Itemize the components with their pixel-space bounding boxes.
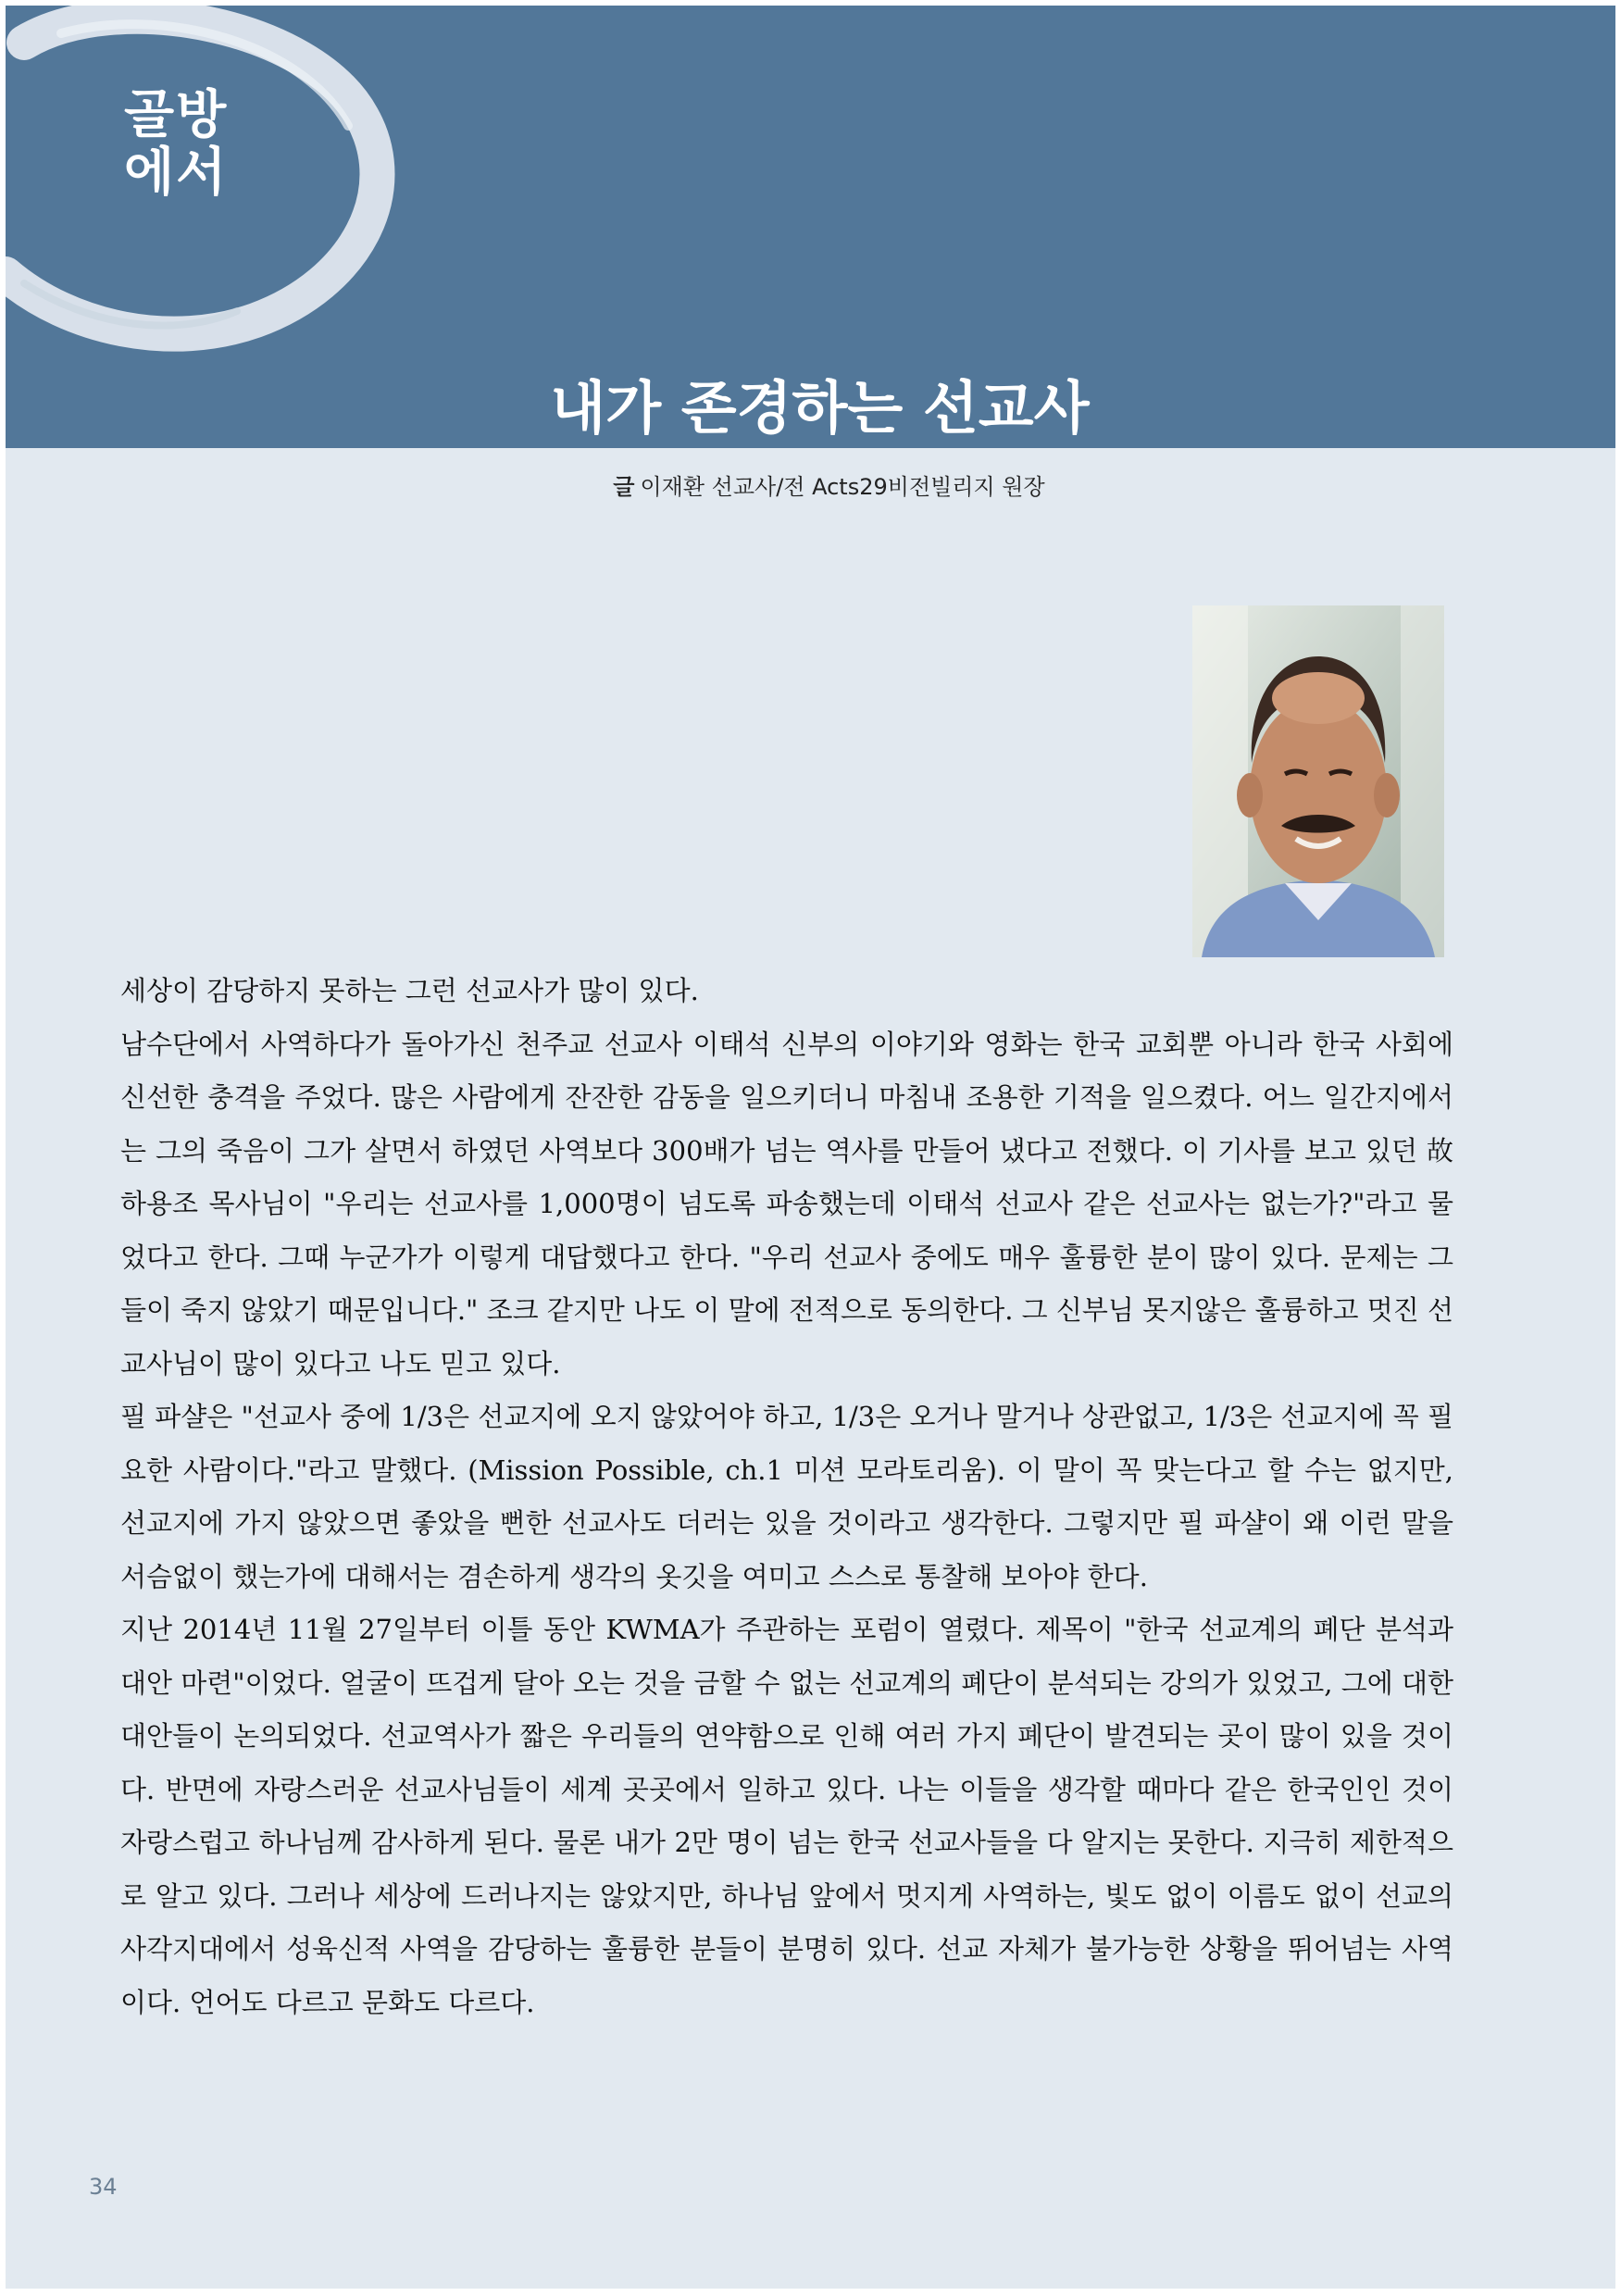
- article-title: 내가 존경하는 선교사: [550, 374, 1090, 442]
- page-number: 34: [89, 2174, 118, 2200]
- page: [6, 6, 1615, 2289]
- byline: [6, 468, 1615, 501]
- section-label: [124, 87, 228, 202]
- byline-label: 글: [613, 474, 635, 500]
- paragraph-3: 필 파샬은 "선교사 중에 1/3은 선교지에 오지 않았어야 하고, 1/3은 오거나 말거나 상관없고, 1/3은 선교지에 꼭 필요한 사람이다."라고 말했다. (Mission Possible, ch.1 미션 모라토리움). 이 말이 꼭 맞는다고 할 수는 없지만, 선교지에 가지 않았으면 좋았을 뻔한 선교사도 더러는 있을 것이라고 생각한다. 그렇지만 필 파샬이 왜 이런 말을 서슴없이 했는가에 대해서는 겸손하게 생각의 옷깃을 여미고 스스로 통찰해 보아야 한다.: [120, 1401, 1453, 1592]
- section-label-line1: 골방: [124, 85, 229, 145]
- section-label-line2: 에서: [124, 143, 229, 203]
- author-portrait-image: [1192, 605, 1444, 957]
- paragraph-2: 남수단에서 사역하다가 돌아가신 천주교 선교사 이태석 신부의 이야기와 영화는 한국 교회뿐 아니라 한국 사회에 신선한 충격을 주었다. 많은 사람에게 잔잔한 감동을 일으키더니 마침내 조용한 기적을 일으켰다. 어느 일간지에서는 그의 죽음이 그가 살면서 하였던 사역보다 300배가 넘는 역사를 만들어 냈다고 전했다. 이 기사를 보고 있던 故 하용조 목사님이 "우리는 선교사를 1,000명이 넘도록 파송했는데 이태석 선교사 같은 선교사는 없는가?"라고 물었다고 한다. 그때 누군가가 이렇게 대답했다고 한다. "우리 선교사 중에도 매우 훌륭한 분이 많이 있다. 문제는 그들이 죽지 않았기 때문입니다." 조크 같지만 나도 이 말에 전적으로 동의한다. 그 신부님 못지않은 훌륭하고 멋진 선교사님이 많이 있다고 나도 믿고 있다.: [120, 1028, 1453, 1379]
- header-banner: [6, 6, 1615, 448]
- article-body: [120, 965, 1453, 2029]
- paragraph-1: 세상이 감당하지 못하는 그런 선교사가 많이 있다.: [120, 975, 699, 1006]
- byline-author: 이재환 선교사/전 Acts29비전빌리지 원장: [640, 474, 1045, 500]
- author-photo: [1192, 605, 1444, 957]
- paragraph-4: 지난 2014년 11월 27일부터 이틀 동안 KWMA가 주관하는 포럼이 열렸다. 제목이 "한국 선교계의 폐단 분석과 대안 마련"이었다. 얼굴이 뜨겁게 달아 오는 것을 금할 수 없는 선교계의 폐단이 분석되는 강의가 있었고, 그에 대한 대안들이 논의되었다. 선교역사가 짧은 우리들의 연약함으로 인해 여러 가지 폐단이 발견되는 곳이 많이 있을 것이다. 반면에 자랑스러운 선교사님들이 세계 곳곳에서 일하고 있다. 나는 이들을 생각할 때마다 같은 한국인인 것이 자랑스럽고 하나님께 감사하게 된다. 물론 내가 2만 명이 넘는 한국 선교사들을 다 알지는 못한다. 지극히 제한적으로 알고 있다. 그러나 세상에 드러나지는 않았지만, 하나님 앞에서 멋지게 사역하는, 빛도 없이 이름도 없이 선교의 사각지대에서 성육신적 사역을 감당하는 훌륭한 분들이 분명히 있다. 선교 자체가 불가능한 상황을 뛰어넘는 사역이다. 언어도 다르고 문화도 다르다.: [120, 1614, 1453, 2018]
